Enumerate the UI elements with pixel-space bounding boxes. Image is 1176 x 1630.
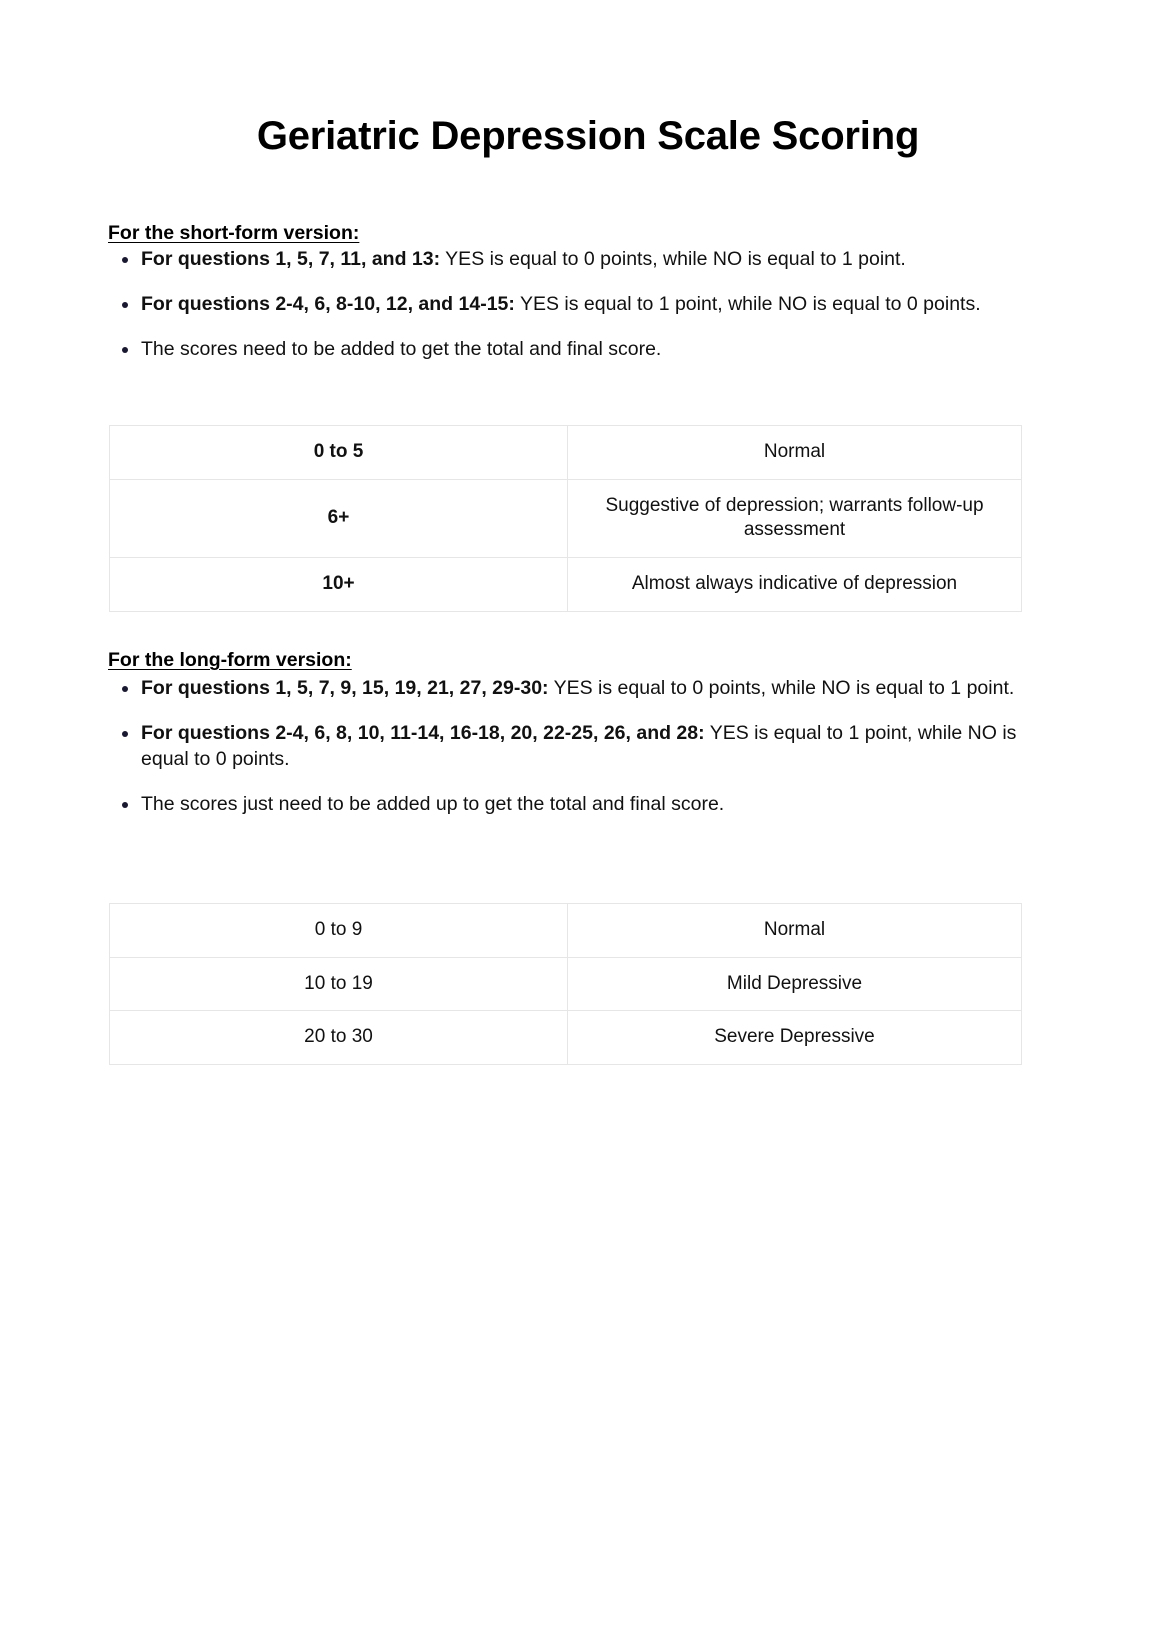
table-row [110, 904, 1022, 958]
list-item [108, 721, 1023, 773]
score-range-cell: 6+ [110, 479, 568, 557]
bullet-lead: For questions 1, 5, 7, 11, and 13: [141, 248, 441, 270]
long-form-score-table [109, 903, 1022, 1065]
page-title: Geriatric Depression Scale Scoring [256, 113, 920, 158]
list-item [108, 792, 1023, 818]
interpretation-cell: Suggestive of depression; warrants follow-up assessment [568, 479, 1022, 557]
bullet-lead: For questions 1, 5, 7, 9, 15, 19, 21, 27, 29-30: [141, 677, 549, 699]
list-item [108, 292, 1023, 318]
table-row [110, 558, 1022, 612]
interpretation-cell: Mild Depressive [568, 957, 1022, 1011]
bullet-rest: YES is equal to 0 points, while NO is equal to 1 point. [548, 677, 1015, 699]
long-form-bullet-list [108, 676, 1023, 818]
short-form-score-table [109, 425, 1022, 612]
interpretation-cell: Normal [568, 904, 1022, 958]
list-item [108, 247, 1023, 273]
table-row [110, 1011, 1022, 1065]
long-form-heading: For the long-form version: [108, 649, 352, 672]
bullet-lead: For questions 2-4, 6, 8, 10, 11-14, 16-18, 20, 22-25, 26, and 28: [141, 721, 705, 744]
bullet-lead: For questions 2-4, 6, 8-10, 12, and 14-15: [141, 292, 515, 315]
score-range-cell: 10+ [110, 558, 568, 612]
interpretation-cell: Normal [568, 426, 1022, 480]
table-row [110, 957, 1022, 1011]
short-form-bullet-list [108, 247, 1023, 363]
bullet-rest: YES is equal to 1 point, while NO is equal to 0 points. [141, 721, 1017, 770]
bullet-rest: YES is equal to 0 points, while NO is equal to 1 point. [440, 248, 906, 270]
bullet-rest: The scores need to be added to get the total and final score. [141, 337, 662, 360]
table-row [110, 426, 1022, 480]
score-range-cell: 0 to 5 [110, 426, 568, 480]
bullet-rest: The scores just need to be added up to get the total and final score. [141, 792, 725, 815]
score-range-cell: 10 to 19 [110, 957, 568, 1011]
bullet-rest: YES is equal to 1 point, while NO is equal to 0 points. [514, 292, 981, 315]
score-range-cell: 20 to 30 [110, 1011, 568, 1065]
interpretation-cell: Almost always indicative of depression [568, 558, 1022, 612]
interpretation-cell: Severe Depressive [568, 1011, 1022, 1065]
table-row [110, 479, 1022, 557]
short-form-heading: For the short-form version: [108, 222, 360, 245]
list-item [108, 337, 1023, 363]
list-item [108, 676, 1023, 702]
score-range-cell: 0 to 9 [110, 904, 568, 958]
